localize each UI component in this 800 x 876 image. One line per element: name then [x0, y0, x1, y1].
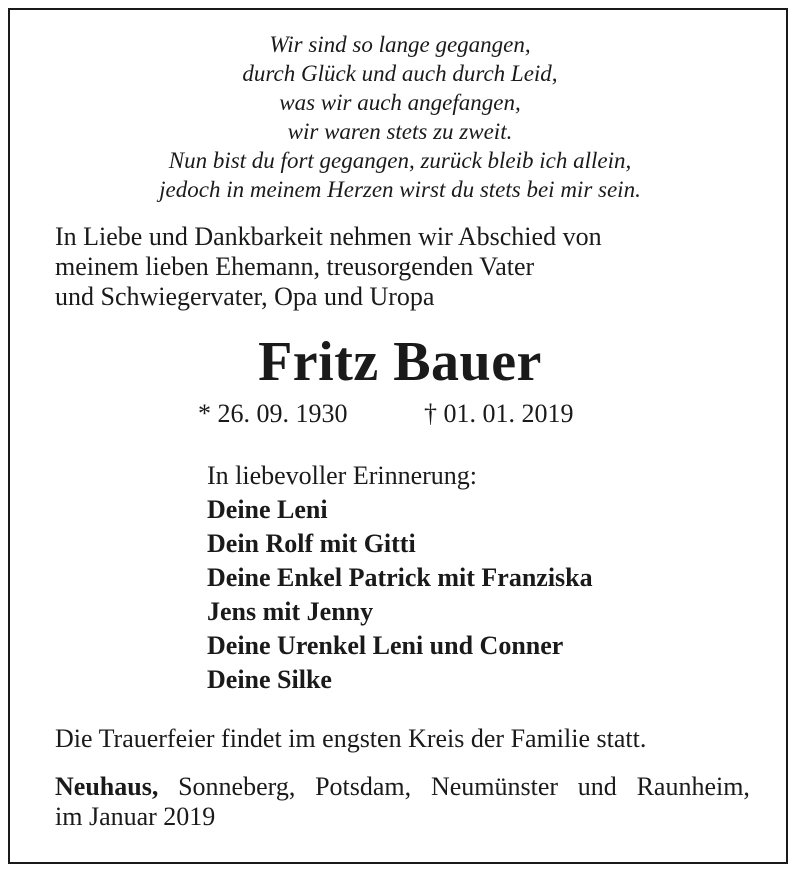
poem-line: durch Glück und auch durch Leid,: [242, 61, 558, 86]
memory-heading: In liebevoller Erinnerung:: [207, 461, 478, 490]
mourner: Jens mit Jenny: [207, 597, 374, 626]
poem-line: Nun bist du fort gegangen, zurück bleib ich allein,: [168, 148, 632, 173]
place-and-date: [55, 772, 750, 832]
birth-date: * 26. 09. 1930: [198, 399, 348, 428]
farewell-intro: [55, 222, 602, 312]
town-connector: und: [577, 772, 617, 801]
funeral-note: Die Trauerfeier findet im engsten Kreis der Familie statt.: [55, 724, 647, 753]
deceased-name: Fritz Bauer: [258, 331, 542, 393]
town: Sonneberg,: [178, 772, 296, 801]
mourner: Deine Urenkel Leni und Conner: [207, 631, 564, 660]
place-line: [55, 772, 750, 802]
mourner: Deine Leni: [207, 495, 328, 524]
memory-section: [207, 459, 593, 697]
town: Neumünster: [430, 772, 559, 801]
poem-line: wir waren stets zu zweit.: [287, 119, 513, 144]
poem: [0, 30, 800, 204]
death-date: † 01. 01. 2019: [424, 399, 574, 428]
mourner: Deine Silke: [207, 665, 332, 694]
intro-line: und Schwiegervater, Opa und Uropa: [55, 282, 435, 311]
intro-line: meinem lieben Ehemann, treusorgenden Vater: [55, 252, 535, 281]
mourner: Deine Enkel Patrick mit Franziska: [207, 563, 593, 592]
date-line: im Januar 2019: [55, 802, 216, 831]
poem-line: was wir auch angefangen,: [279, 90, 521, 115]
poem-line: Wir sind so lange gegangen,: [269, 32, 531, 57]
poem-line: jedoch in meinem Herzen wirst du stets bei mir sein.: [159, 177, 641, 202]
town: Potsdam,: [315, 772, 412, 801]
intro-line: In Liebe und Dankbarkeit nehmen wir Abschied von: [55, 222, 602, 251]
town: Raunheim,: [636, 772, 750, 801]
main-town: Neuhaus,: [55, 772, 159, 801]
mourner: Dein Rolf mit Gitti: [207, 529, 416, 558]
